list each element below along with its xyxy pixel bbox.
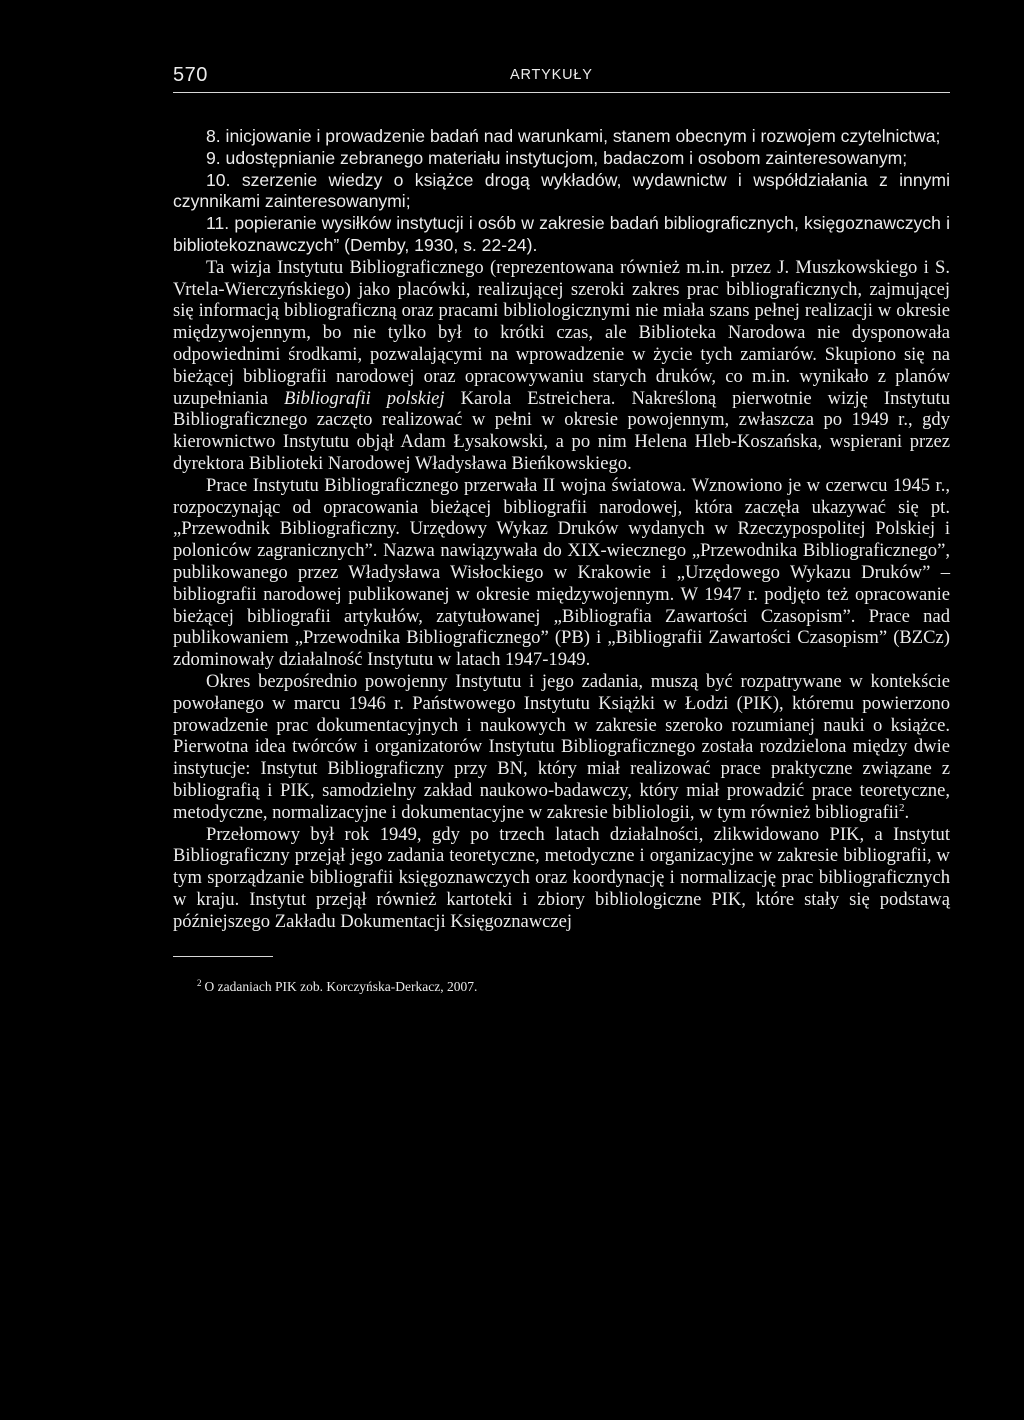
document-page bbox=[173, 62, 950, 995]
footnote bbox=[197, 979, 950, 995]
list-item: 10. szerzenie wiedzy o książce drogą wykładów, wydawnictw i współdziałania z innymi czynnikami zainteresowanymi; bbox=[173, 169, 950, 212]
page-number: 570 bbox=[173, 64, 208, 86]
footnote-divider bbox=[173, 956, 273, 957]
section-title: ARTYKUŁY bbox=[510, 67, 593, 83]
paragraph-text: Karola Estreichera. Nakreśloną pierwotnie wizję Instytutu Bibliograficznego zaczęto realizować w pełni w okresie powojennym, zwłaszcza po 1949 r., gdy kierownictwo Instytutu objął Adam Łysakowski, a po nim Helena Hleb-Koszańska, wspierani przez dyrektora Biblioteki Narodowej Władysława Bieńkowskiego. bbox=[173, 387, 950, 474]
paragraph-year-1949: Przełomowy był rok 1949, gdy po trzech latach działalności, zlikwidowano PIK, a Instytut Bibliograficzny przejął jego zadania teoretyczne, metodyczne i organizacyjne w zakresie bibliografii, w tym sporządzanie bibliografii księgoznawczych oraz koordynację i normalizację prac bibliograficznych w kraju. Instytut przejął również kartoteki i zbiory bibliologiczne PIK, które stały się podstawą późniejszego Zakładu Dokumentacji Księgoznawczej bbox=[173, 823, 950, 932]
article-body bbox=[173, 126, 950, 932]
list-item: 8. inicjowanie i prowadzenie badań nad warunkami, stanem obecnym i rozwojem czytelnictwa; bbox=[206, 126, 941, 146]
footnote-reference[interactable]: 2 bbox=[898, 801, 905, 814]
italic-title: Bibliografii polskiej bbox=[284, 387, 445, 409]
footnote-number: 2 bbox=[197, 977, 202, 988]
paragraph-text: . bbox=[904, 801, 910, 823]
footnote-text: O zadaniach PIK zob. Korczyńska-Derkacz, 2007. bbox=[204, 979, 478, 995]
paragraph-institute-vision bbox=[173, 257, 950, 475]
paragraph-text: Okres bezpośrednio powojenny Instytutu i jego zadania, muszą być rozpatrywane w kontekście powołanego w marcu 1946 r. Państwowego Instytutu Książki w Łodzi (PIK), któremu powierzono prowadzenie prac dokumentacyjnych i naukowych w zakresie szeroko rozumianej nauki o książce. Pierwotna idea twórców i organizatorów Instytutu Bibliograficznego została rozdzielona między dwie instytucje: Instytut Bibliograficzny przy BN, który miał realizować prace praktyczne związane z bibliografią i PIK, samodzielny zakład naukowo-badawczy, który miał prowadzić prace teoretyczne, metodyczne, normalizacyjne i dokumentacyjne w zakresie bibliologii, w tym również bibliografii bbox=[173, 670, 950, 823]
list-item: 11. popieranie wysiłków instytucji i osób w zakresie badań bibliograficznych, księgoznawczych i bibliotekoznawczych” (Demby, 1930, s. 22-24). bbox=[173, 213, 950, 255]
running-header bbox=[173, 62, 950, 93]
list-item: 9. udostępnianie zebranego materiału instytucjom, badaczom i osobom zainteresowanym; bbox=[206, 147, 908, 168]
paragraph-postwar-period bbox=[173, 671, 950, 824]
paragraph-text: Ta wizja Instytutu Bibliograficznego (reprezentowana również m.in. przez J. Muszkowskiego i S. Vrtela-Wierczyńskiego) jako placówki, realizującej szeroki zakres prac bibliograficznych, zajmującej się informacją bibliograficzną oraz pracami bibliologicznymi nie miała szans pełnej realizacji w okresie międzywojennym, bo nie tylko był to krótki czas, ale Biblioteka Narodowa nie dysponowała odpowiednimi środkami, pozwalającymi na wprowadzenie w życie tych zamiarów. Skupiono się na bieżącej bibliografii narodowej oraz opracowywaniu starych druków, co m.in. wynikało z planów uzupełniania bbox=[173, 256, 950, 409]
paragraph-war-interruption: Prace Instytutu Bibliograficznego przerwała II wojna światowa. Wznowiono je w czerwcu 1945 r., rozpoczynając od opracowania bieżącej bibliografii narodowej, która zaczęła ukazywać się pt. „Przewodnik Bibliograficzny. Urzędowy Wykaz Druków wydanych w Rzeczypospolitej Polskiej i poloniców zagranicznych”. Nazwa nawiązywała do XIX-wiecznego „Przewodnika Bibliograficznego”, publikowanego przez Władysława Wisłockiego w Krakowie i „Urzędowego Wykazu Druków” – bibliografii narodowej publikowanej w okresie międzywojennym. W 1947 r. podjęto też opracowanie bieżącej bibliografii artykułów, zatytułowanej „Bibliografia Zawartości Czasopism”. Prace nad publikowaniem „Przewodnika Bibliograficznego” (PB) i „Bibliografii Zawartości Czasopism” (BZCz) zdominowały działalność Instytutu w latach 1947-1949. bbox=[173, 474, 950, 671]
